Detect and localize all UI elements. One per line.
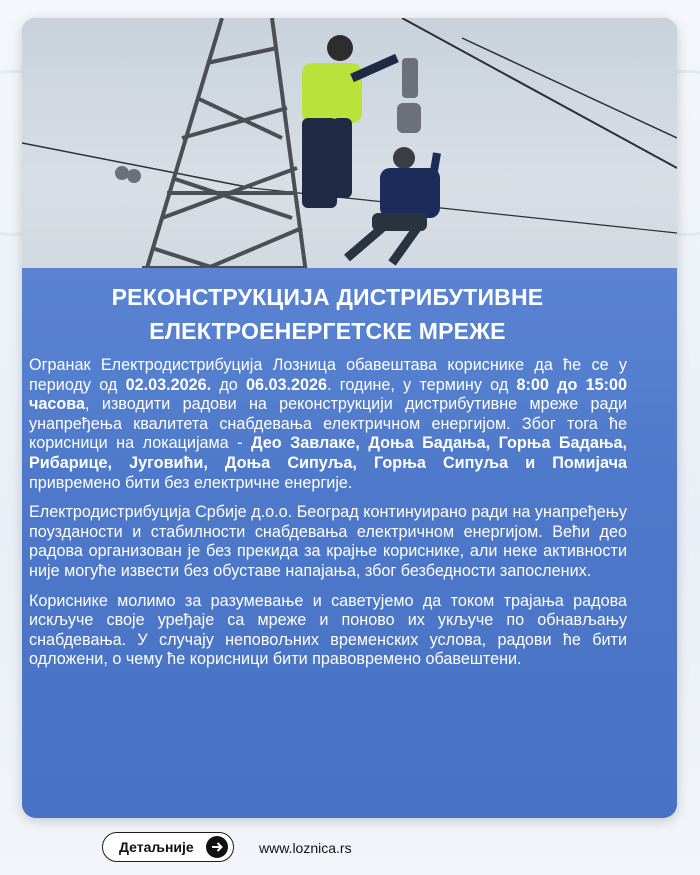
notice-text (29, 356, 627, 680)
paragraph-3: Кориснике молимо за разумевање и саветујемо да током трајања радова искључе своје уређаје са мреже и поново их укључе по обнављању снабдевања. У случају неповољних временских услова, радови ће бити одложени, о чему ће корисници бити правовремено обавештени. (29, 591, 627, 669)
paragraph-1: Огранак Електродистрибуција Лозница обавештава кориснике да ће се у периоду од 02.03.2026. до 06.03.2026. године, у термину од 8:00 до 15:00 часова, изводити радови на реконструкцији дистрибутивне мреже ради унапређења квалитета снабдевања електричном енергијом. Због тога ће корисници на локацијама - Део Завлаке, Доња Бадања, Горња Бадања, Рибарице, Југовићи, Доња Сипуља, Горња Сипуља и Помијача привремено бити без електричне енергије. (29, 356, 628, 492)
paragraph-2: Електродистрибуција Србије д.о.о. Београд континуирано ради на унапређењу поузданости и стабилности снабдевања електричном енергијом. Већи део радова организован је без прекида за крајње кориснике, али неке активности није могуће извести без обуставе напајања, због безбедности запослених. (29, 503, 627, 580)
page-title: РЕКОНСТРУКЦИЈА ДИСТРИБУТИВНЕ ЕЛЕКТРОЕНЕРГЕТСКЕ МРЕЖЕ (111, 284, 544, 344)
details-label: Детаљније (119, 839, 194, 855)
arrow-right-icon (206, 836, 228, 858)
details-button[interactable] (102, 832, 234, 862)
website-link[interactable]: www.loznica.rs (259, 840, 352, 856)
